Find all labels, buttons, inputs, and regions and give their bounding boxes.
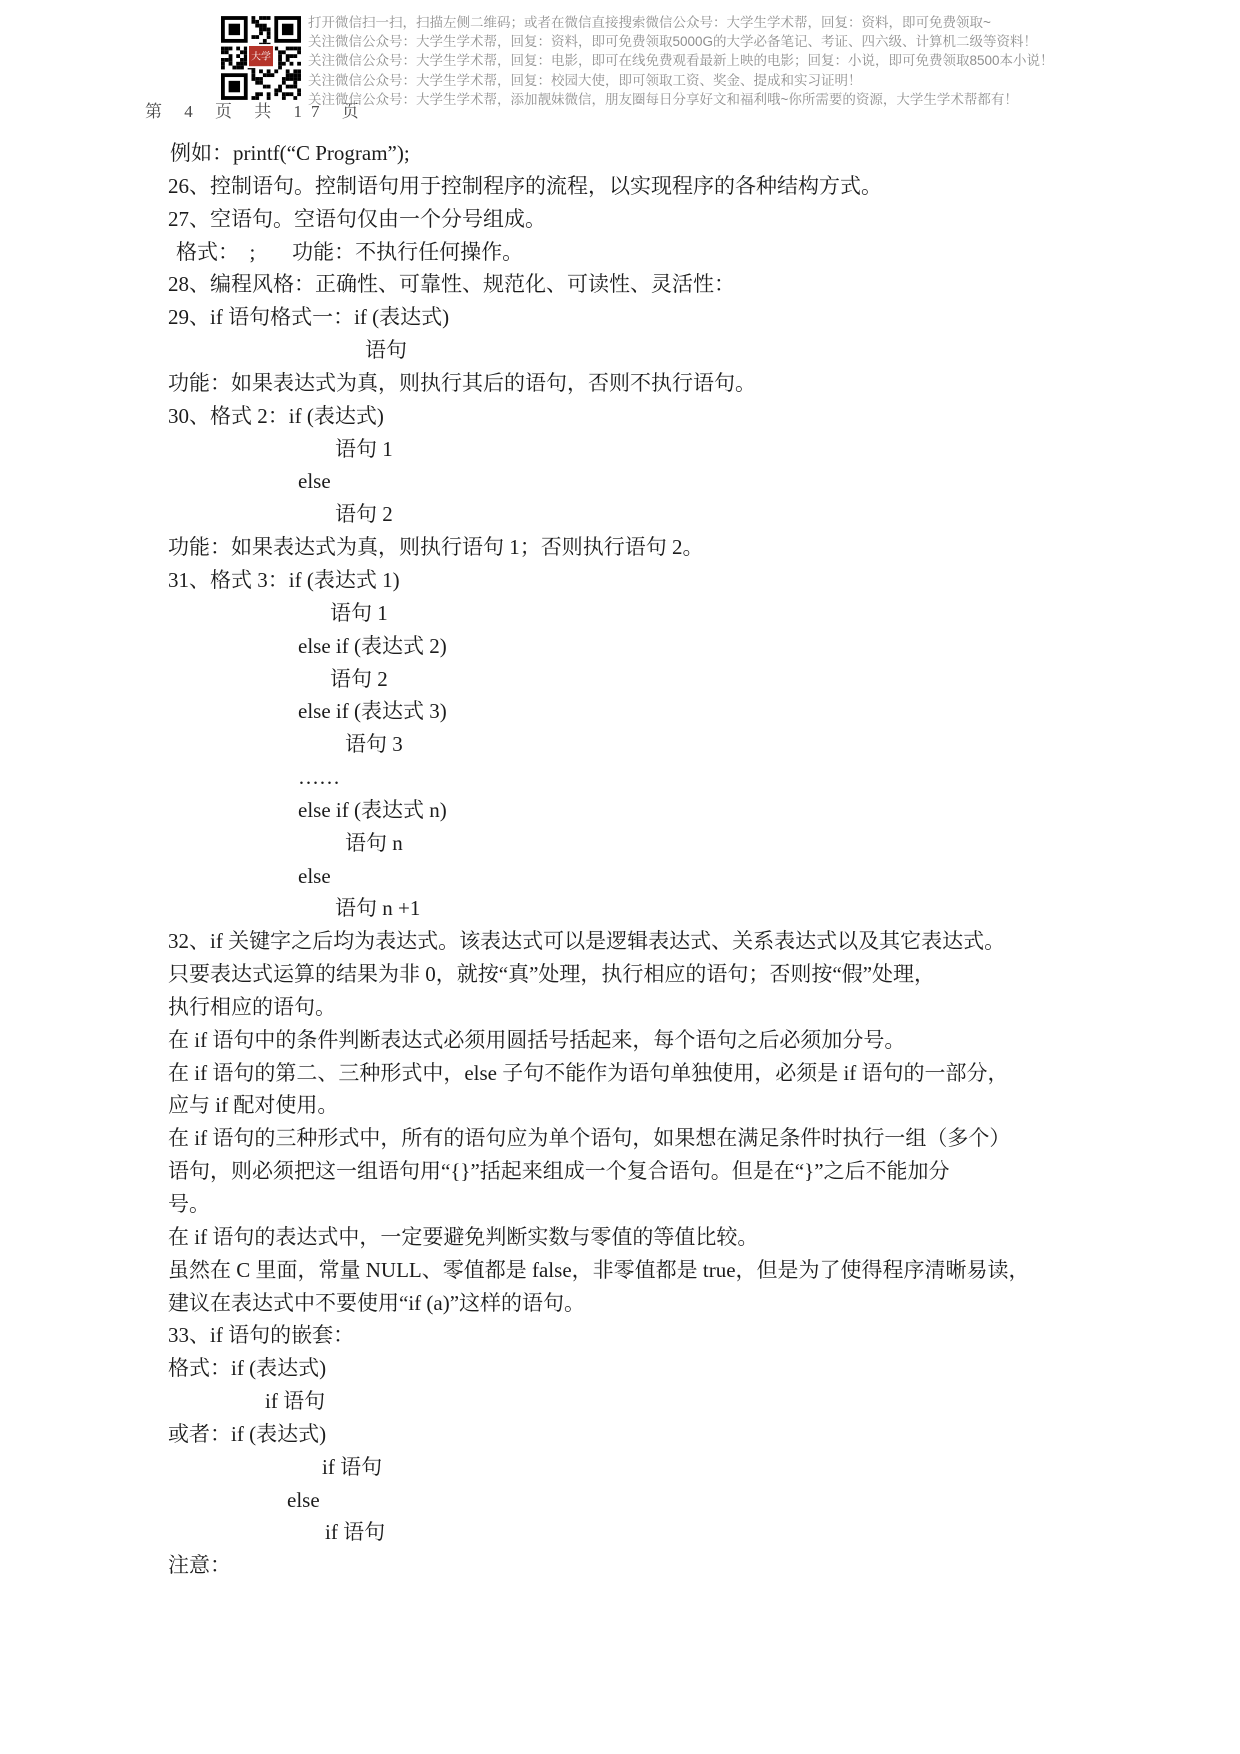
text-line: 只要表达式运算的结果为非 0，就按“真”处理，执行相应的语句；否则按“假”处理， [168,962,936,987]
text-line: 在 if 语句的三种形式中，所有的语句应为单个语句，如果想在满足条件时执行一组（多个） [168,1126,1011,1151]
text-line: 语句，则必须把这一组语句用“{}”括起来组成一个复合语句。但是在“}”之后不能加分 [168,1159,950,1184]
text-line: 28、编程风格：正确性、可靠性、规范化、可读性、灵活性： [168,272,735,297]
text-line: 语句 1 [330,600,388,625]
text-line: else if (表达式 n) [298,797,447,822]
text-line: 格式： ; 功能：不执行任何操作。 [176,239,524,264]
text-line: 29、if 语句格式一：if (表达式) [168,305,450,330]
text-line: 在 if 语句的第二、三种形式中，else 子句不能作为语句单独使用，必须是 if 语句的一部分， [168,1060,1009,1085]
text-line: 30、格式 2：if (表达式) [168,403,384,428]
promo-line: 打开微信扫一扫，扫描左侧二维码；或者在微信直接搜索微信公众号：大学生学术帮，回复：资料，即可免费领取~ [308,15,991,30]
text-line: 虽然在 C 里面，常量 NULL、零值都是 false，非零值都是 true，但是为了使得程序清晰易读， [168,1257,1030,1282]
text-line: 号。 [168,1192,210,1216]
document-body [168,137,1158,1582]
text-line: 执行相应的语句。 [168,994,336,1019]
text-line: 语句 1 [335,436,393,461]
text-line: 或者：if (表达式) [168,1421,327,1446]
text-line: 31、格式 3：if (表达式 1) [168,567,400,592]
text-line: 语句 [365,338,407,363]
text-line: 语句 2 [335,502,393,527]
text-line: 注意： [168,1553,231,1578]
text-line: 语句 2 [330,666,388,691]
text-line: else [287,1487,320,1512]
text-line: 语句 n +1 [335,896,421,921]
text-line: else [298,469,331,494]
text-line: 格式：if (表达式) [168,1356,327,1381]
text-line: 33、if 语句的嵌套： [168,1323,355,1348]
text-line: if 语句 [325,1520,386,1545]
qr-center-label: 大学 [251,51,271,63]
text-line: 在 if 语句的表达式中，一定要避免判断实数与零值的等值比较。 [168,1224,759,1249]
text-line: …… [298,765,340,790]
text-line: 语句 n [345,830,403,855]
text-line: 32、if 关键字之后均为表达式。该表达式可以是逻辑表达式、关系表达式以及其它表达式。 [168,929,1006,954]
text-line: if 语句 [265,1389,326,1414]
text-line: 语句 3 [345,732,403,757]
promo-line: 关注微信公众号：大学生学术帮，回复：电影，即可在线免费观看最新上映的电影；回复：小说，即可免费领取8500本小说！ [308,53,1054,69]
page-number: 第 4 页 共 17 页 [145,102,368,121]
promo-line: 关注微信公众号：大学生学术帮，添加靓妹微信，朋友圈每日分享好文和福利哦~你所需要的资源，大学生学术帮都有！ [308,91,1018,107]
promo-line: 关注微信公众号：大学生学术帮，回复：资料，即可免费领取5000G的大学必备笔记、考证、四六级、计算机二级等资料！ [308,34,1038,50]
text-line: 26、控制语句。控制语句用于控制程序的流程，以实现程序的各种结构方式。 [168,173,882,198]
text-line: 27、空语句。空语句仅由一个分号组成。 [168,206,546,231]
promo-line: 关注微信公众号：大学生学术帮，回复：校园大使，即可领取工资、奖金、提成和实习证明！ [308,72,862,88]
text-line: 功能：如果表达式为真，则执行其后的语句，否则不执行语句。 [168,370,756,395]
header-promo-text [308,13,1054,109]
text-line: 应与 if 配对使用。 [168,1093,339,1118]
text-line: else if (表达式 3) [298,699,447,724]
text-line: 在 if 语句中的条件判断表达式必须用圆括号括起来，每个语句之后必须加分号。 [168,1027,906,1052]
text-line: else if (表达式 2) [298,633,447,658]
text-line: 功能：如果表达式为真，则执行语句 1；否则执行语句 2。 [168,535,704,560]
text-line: 建议在表达式中不要使用“if (a)”这样的语句。 [168,1290,586,1315]
text-line: 例如：printf(“C Program”); [170,141,410,165]
text-line: else [298,863,331,888]
text-line: if 语句 [322,1454,383,1479]
qr-code-icon [221,16,301,100]
